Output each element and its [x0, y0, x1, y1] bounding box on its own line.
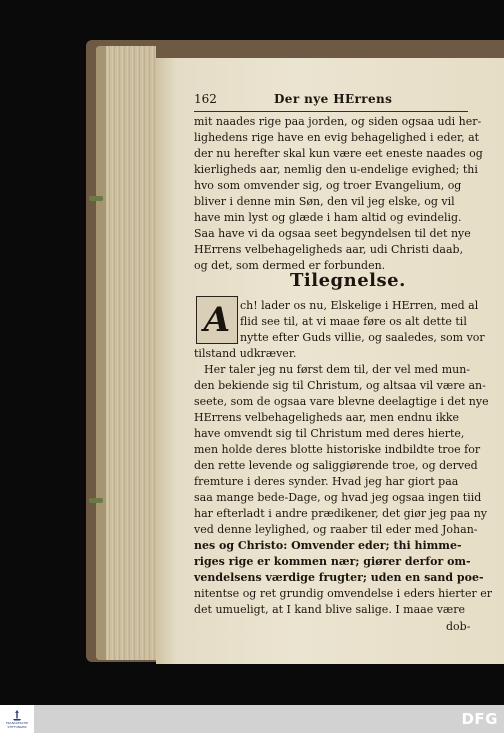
institution-logo-text: FRANCKESCHE STIFTUNGEN: [5, 721, 29, 729]
text-line: fremture i deres synder. Hvad jeg har giort paa: [194, 475, 459, 488]
text-line: ch! lader os nu, Elskelige i HErren, med al: [240, 299, 479, 312]
binding-thread: [89, 196, 103, 201]
catchword: dob-: [446, 620, 471, 633]
text-line: saa mange bede-Dage, og hvad jeg ogsaa ingen tiid: [194, 491, 482, 504]
dfg-logo[interactable]: DFG: [461, 710, 498, 728]
text-line: kierligheds aar, nemlig den u-endelige evighed; thi: [194, 163, 478, 176]
running-head: Der nye HErrens: [274, 92, 393, 106]
text-line: flid see til, at vi maae føre os alt dette til: [240, 315, 467, 328]
text-line: lighedens rige have en evig behagelighed i eder, at: [194, 131, 480, 144]
text-line: mit naades rige paa jorden, og siden ogsaa udi her-: [194, 115, 482, 128]
section-heading: Tilegnelse.: [290, 270, 406, 291]
page-header: [194, 92, 468, 108]
text-line: den bekiende sig til Christum, og altsaa vil være an-: [194, 379, 486, 392]
text-line: nytte efter Guds villie, og saaledes, som vor: [240, 331, 485, 344]
text-line: den rette levende og saliggiørende troe, og derved: [194, 459, 478, 472]
text-line: tilstand udkræver.: [194, 347, 297, 360]
text-line: have min lyst og glæde i ham altid og evindelig.: [194, 211, 462, 224]
page-number: 162: [194, 92, 217, 106]
text-line: der nu herefter skal kun være eet eneste naades og: [194, 147, 483, 160]
text-line: seete, som de ogsaa vare blevne deelagtige i det nye: [194, 395, 489, 408]
text-line: riges rige er kommen nær; giører derfor om-: [194, 555, 471, 568]
text-line: bliver i denne min Søn, den vil jeg elske, og vil: [194, 195, 455, 208]
text-line: have omvendt sig til Christum med deres hierte,: [194, 427, 465, 440]
text-line: men holde deres blotte historiske indbildte troe for: [194, 443, 481, 456]
text-line: HErrens velbehageligheds aar, men endnu ikke: [194, 411, 460, 424]
foundation-icon: [11, 709, 23, 721]
text-line: har efterladt i andre prædikener, det giør jeg paa ny: [194, 507, 487, 520]
text-line: nes og Christo: Omvender eder; thi himme-: [194, 539, 462, 552]
decorated-initial: [196, 296, 238, 344]
initial-letter: A: [203, 300, 231, 340]
text-line: Saa have vi da ogsaa seet begyndelsen til det nye: [194, 227, 471, 240]
viewer-footer: [0, 705, 504, 733]
binding-thread: [89, 498, 103, 503]
text-line: Her taler jeg nu først dem til, der vel med mun-: [204, 363, 471, 376]
text-line: vendelsens værdige frugter; uden en sand poe-: [194, 571, 484, 584]
text-line: nitentse og ret grundig omvendelse i eders hierter er: [194, 587, 492, 600]
text-line: HErrens velbehageligheds aar, udi Christi daab,: [194, 243, 464, 256]
text-line: og det, som dermed er forbunden.: [194, 259, 386, 272]
institution-logo[interactable]: [0, 705, 34, 733]
text-line: det umueligt, at I kand blive salige. I maae være: [194, 603, 466, 616]
spine-edge: [96, 46, 106, 660]
page-block-edge: [96, 46, 156, 660]
text-line: hvo som omvender sig, og troer Evangelium, og: [194, 179, 462, 192]
header-rule: [194, 111, 468, 112]
book-page: [156, 58, 504, 664]
text-line: ved denne leylighed, og raaber til eder med Johan-: [194, 523, 478, 536]
